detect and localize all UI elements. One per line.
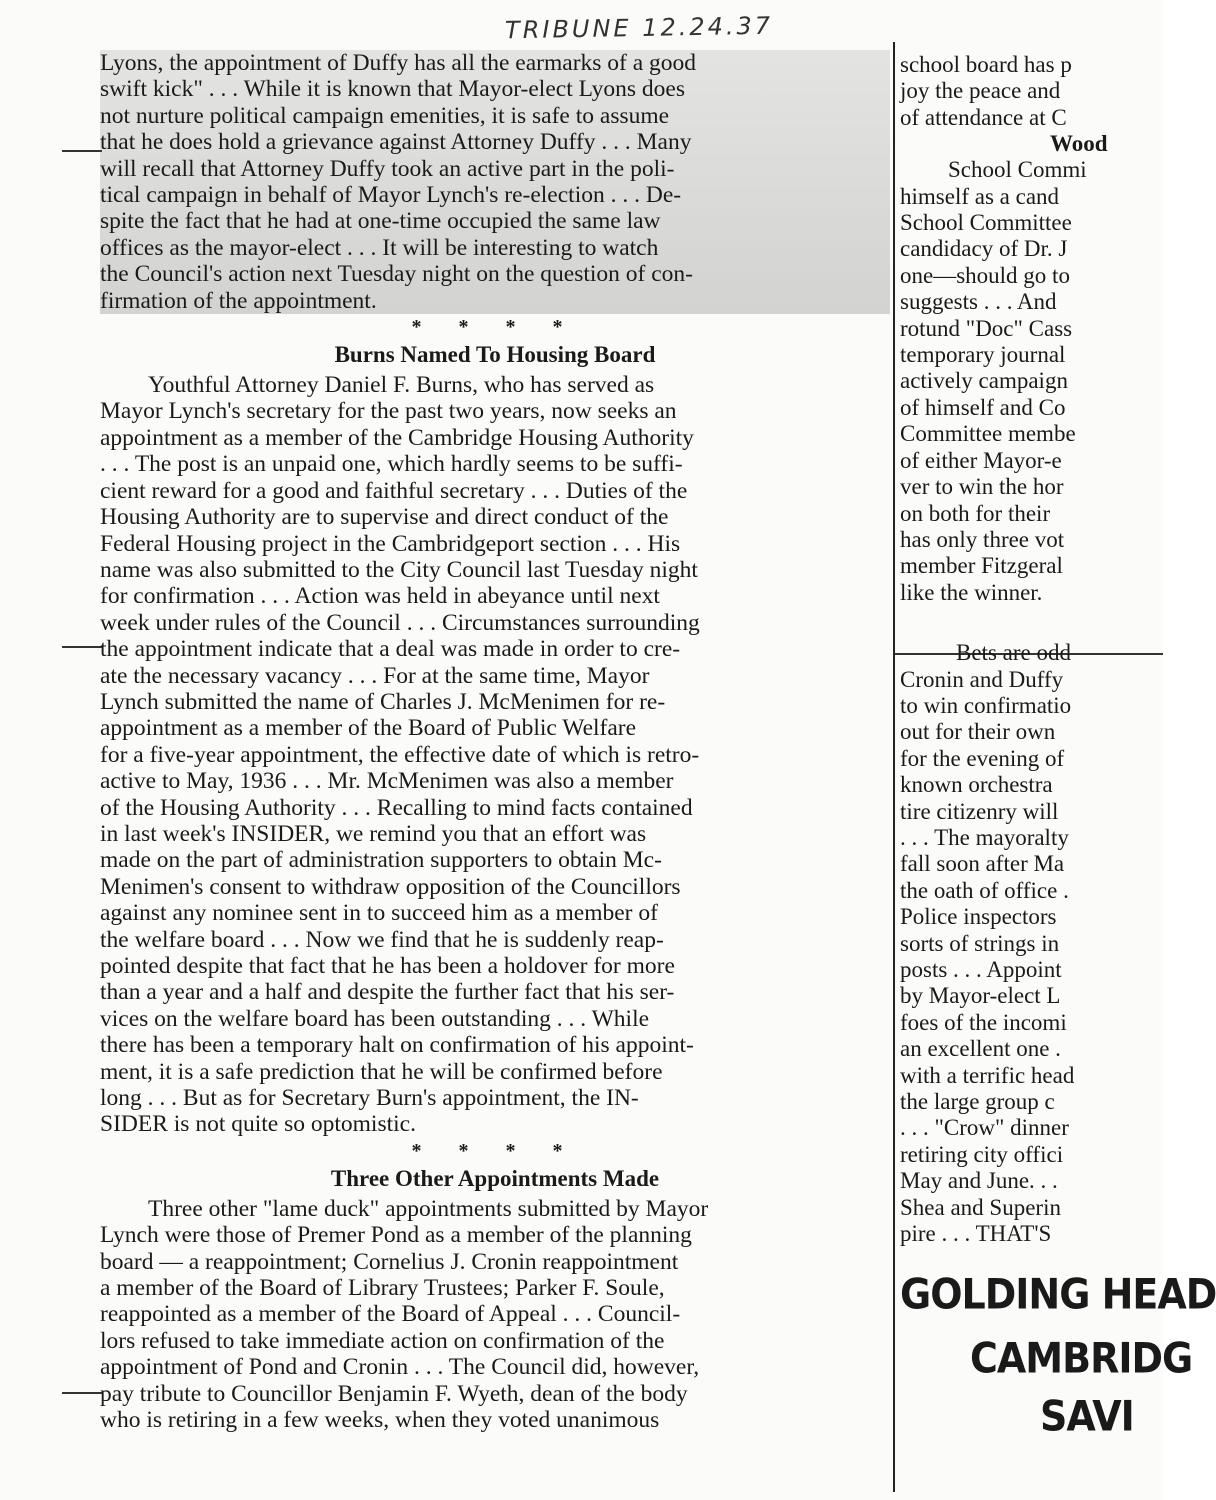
text-line: one—should go to [900, 262, 1070, 288]
text-line: the appointment indicate that a deal was made in order to cre- [100, 636, 681, 663]
text-line: there has been a temporary halt on confirmation of his appoint- [100, 1032, 694, 1059]
text-line: candidacy of Dr. J [900, 236, 1068, 262]
text-line: Shea and Superin [900, 1194, 1061, 1220]
text-line: Cronin and Duffy [900, 666, 1064, 692]
text-line: posts . . . Appoint [900, 957, 1062, 982]
text-line: SIDER is not quite so optomistic. [100, 1111, 416, 1138]
text-line: suggests . . . And [900, 289, 1057, 315]
right-column [900, 52, 1216, 1492]
text-line: member Fitzgeral [900, 553, 1063, 579]
text-line: of either Mayor-e [900, 447, 1062, 473]
text-line: ment, it is a safe prediction that he will be confirmed before [100, 1058, 663, 1085]
text-line: made on the part of administration supporters to obtain Mc- [100, 847, 662, 874]
text-line: Menimen's consent to withdraw opposition of the Councillors [100, 873, 681, 900]
text-line: active to May, 1936 . . . Mr. McMenimen was also a member [100, 768, 674, 795]
text-line: tire citizenry will [900, 798, 1059, 824]
text-line: pay tribute to Councillor Benjamin F. Wyeth, dean of the body [100, 1380, 688, 1407]
text-line: for confirmation . . . Action was held in abeyance until next [100, 583, 660, 610]
text-line: like the winner. [900, 579, 1043, 605]
section-heading-appointments: Three Other Appointments Made [330, 1165, 660, 1191]
text-line: vices on the welfare board has been outstanding . . . While [100, 1005, 650, 1032]
text-line: . . . "Crow" dinner [900, 1115, 1069, 1141]
text-line: that he does hold a grievance against Attorney Duffy . . . Many [100, 129, 692, 156]
text-line: than a year and a half and despite the further fact that his ser- [100, 979, 675, 1006]
text-line: Three other "lame duck" appointments submitted by Mayor [148, 1195, 709, 1222]
text-line: fall soon after Ma [900, 851, 1065, 877]
text-line: lors refused to take immediate action on confirmation of the [100, 1327, 665, 1354]
handwritten-date-note: TRIBUNE 12.24.37 [504, 11, 774, 45]
text-line: offices as the mayor-elect . . . It will be interesting to watch [100, 234, 659, 261]
text-line: Lyons, the appointment of Duffy has all the earmarks of a good [100, 50, 697, 76]
text-line: appointment of Pond and Cronin . . . The Council did, however, [100, 1354, 700, 1381]
advertisement-block [900, 1269, 1216, 1441]
ad-headline: SAVI [1040, 1392, 1134, 1441]
text-line: a member of the Board of Library Trustees; Parker F. Soule, [100, 1275, 665, 1302]
text-line: for a five-year appointment, the effective date of which is retro- [100, 741, 700, 768]
text-line: in last week's INSIDER, we remind you that an effort was [100, 820, 647, 847]
text-line: for the evening of [900, 745, 1065, 771]
ad-headline: GOLDING HEAD [900, 1270, 1216, 1319]
text-line: the oath of office . [900, 877, 1069, 903]
text-line: not nurture political campaign emenities, it is safe to assume [100, 102, 670, 129]
text-line: of himself and Co [900, 394, 1066, 420]
text-line: Bets are odd [956, 640, 1071, 666]
right-mid-paragraph [900, 157, 1163, 606]
text-line: joy the peace and [900, 78, 1061, 104]
text-line: ver to win the hor [900, 474, 1064, 500]
right-lower-paragraph [900, 640, 1163, 1247]
text-line: week under rules of the Council . . . Circumstances surrounding [100, 609, 700, 636]
left-column [100, 50, 890, 1490]
text-line: Mayor Lynch's secretary for the past two years, now seeks an [100, 398, 677, 425]
text-line: appointment as a member of the Cambridge Housing Authority [100, 424, 694, 451]
margin-dash-mark [62, 1392, 102, 1394]
text-line: cient reward for a good and faithful secretary . . . Duties of the [100, 477, 688, 504]
margin-dash-mark [62, 150, 102, 152]
margin-dash-mark [62, 646, 102, 648]
text-line: Police inspectors [900, 904, 1057, 930]
text-line: has only three vot [900, 526, 1065, 552]
text-line: the large group c [900, 1089, 1055, 1115]
text-line: Lynch submitted the name of Charles J. McMenimen for re- [100, 688, 666, 715]
text-line: School Committee [900, 210, 1072, 236]
text-line: pointed despite that fact that he has been a holdover for more [100, 953, 675, 979]
text-line: Committee membe [900, 421, 1076, 447]
text-line: . . . The post is an unpaid one, which hardly seems to be suffi- [100, 451, 683, 478]
section-heading-burns: Burns Named To Housing Board [334, 342, 656, 368]
text-line: sorts of strings in [900, 930, 1060, 956]
text-line: pire . . . THAT'S [900, 1221, 1052, 1247]
text-line: Lynch were those of Premer Pond as a member of the planning [100, 1222, 692, 1249]
text-line: the Council's action next Tuesday night on the question of con- [100, 261, 693, 288]
burns-paragraph [100, 372, 890, 1138]
text-line: Youthful Attorney Daniel F. Burns, who has served as [148, 372, 655, 399]
text-line: to win confirmatio [900, 692, 1072, 718]
text-line: firmation of the appointment. [100, 287, 377, 314]
text-line: with a terrific head [900, 1062, 1075, 1088]
text-line: swift kick" . . . While it is known that Mayor-elect Lyons does [100, 76, 685, 103]
text-line: retiring city offici [900, 1141, 1064, 1167]
text-line: long . . . But as for Secretary Burn's appointment, the IN- [100, 1085, 639, 1112]
text-line: of the Housing Authority . . . Recalling to mind facts contained [100, 794, 693, 821]
text-line: actively campaign [900, 368, 1068, 394]
text-line: himself as a cand [900, 183, 1060, 209]
text-line: reappointed as a member of the Board of Appeal . . . Council- [100, 1301, 681, 1328]
text-line: name was also submitted to the City Council last Tuesday night [100, 556, 698, 583]
column-divider [893, 42, 895, 1492]
text-line: the welfare board . . . Now we find that he is suddenly reap- [100, 926, 664, 953]
text-line: tical campaign in behalf of Mayor Lynch's re-election . . . De- [100, 182, 682, 209]
right-section-heading: Wood [1050, 131, 1108, 157]
text-line: by Mayor-elect L [900, 983, 1061, 1009]
text-line: Housing Authority are to supervise and direct conduct of the [100, 504, 669, 531]
text-line: on both for their [900, 500, 1051, 526]
text-line: known orchestra [900, 772, 1053, 798]
text-line: against any nominee sent in to succeed him as a member of [100, 900, 658, 927]
text-line: ate the necessary vacancy . . . For at the same time, Mayor [100, 662, 650, 689]
text-line: of attendance at C [900, 104, 1067, 130]
text-line: who is retiring in a few weeks, when they voted unanimous [100, 1407, 660, 1434]
section-separator: * * * * [411, 1139, 579, 1162]
text-line: School Commi [948, 157, 1087, 183]
section-separator: * * * * [411, 316, 579, 339]
text-line: foes of the incomi [900, 1009, 1067, 1035]
text-line: appointment as a member of the Board of Public Welfare [100, 715, 637, 742]
text-line: board — a reappointment; Cornelius J. Cronin reappointment [100, 1248, 679, 1275]
text-line: spite the fact that he had at one-time occupied the same law [100, 208, 661, 235]
text-line: school board has p [900, 52, 1072, 77]
text-line: out for their own [900, 719, 1056, 745]
right-top-paragraph [900, 52, 1163, 131]
appointments-paragraph [100, 1196, 890, 1434]
text-line: will recall that Attorney Duffy took an active part in the poli- [100, 155, 675, 182]
text-line: an excellent one . [900, 1036, 1061, 1062]
text-line: . . . The mayoralty [900, 824, 1069, 850]
ad-headline: CAMBRIDG [970, 1334, 1193, 1383]
text-line: temporary journal [900, 342, 1066, 368]
text-line: rotund "Doc" Cass [900, 315, 1073, 341]
text-line: Federal Housing project in the Cambridgeport section . . . His [100, 530, 681, 557]
intro-paragraph [100, 50, 890, 314]
text-line: May and June. . . [900, 1168, 1058, 1194]
